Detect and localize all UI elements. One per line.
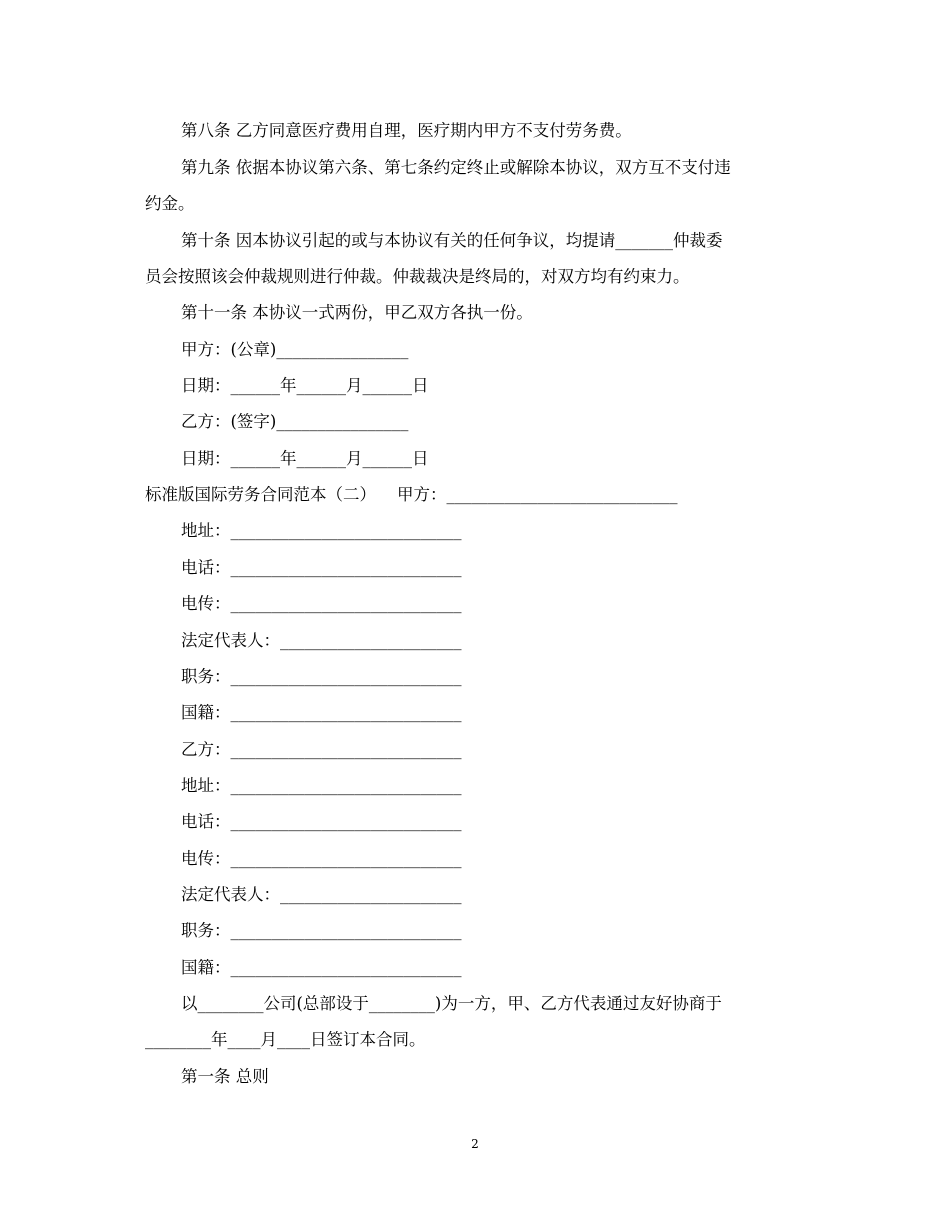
date-line: 日期：______年______月______日 <box>181 449 429 468</box>
form-field-line: 电话：____________________________ <box>181 558 462 577</box>
text-line: 第十一条 本协议一式两份，甲乙双方各执一份。 <box>181 303 533 322</box>
text-line: 员会按照该会仲裁规则进行仲裁。仲裁裁决是终局的，对双方均有约束力。 <box>145 267 690 286</box>
form-field-line: 电传：____________________________ <box>181 849 462 868</box>
signature-line-party-a: 甲方：(公章)________________ <box>181 340 409 359</box>
text-line: 以________公司(总部设于________)为一方，甲、乙方代表通过友好协商于 <box>181 994 722 1013</box>
text-line: 第十条 因本协议引起的或与本协议有关的任何争议，均提请_______仲裁委 <box>181 231 723 250</box>
text-line: ________年____月____日签订本合同。 <box>145 1030 426 1049</box>
form-field-line: 法定代表人：______________________ <box>181 885 462 904</box>
form-field-line: 地址：____________________________ <box>181 776 462 795</box>
form-field-line: 电话：____________________________ <box>181 812 462 831</box>
form-field-line: 职务：____________________________ <box>181 921 462 940</box>
date-line: 日期：______年______月______日 <box>181 376 429 395</box>
form-field-line: 国籍：____________________________ <box>181 958 462 977</box>
text-line: 第九条 依据本协议第六条、第七条约定终止或解除本协议，双方互不支付违 <box>181 158 731 177</box>
page-number: 2 <box>471 1137 479 1151</box>
form-field-line: 法定代表人：______________________ <box>181 631 462 650</box>
contract-heading-line: 标准版国际劳务合同范本（二） 甲方：____________________________ <box>145 485 678 504</box>
form-field-line: 乙方：____________________________ <box>181 740 462 759</box>
form-field-line: 地址：____________________________ <box>181 521 462 540</box>
signature-line-party-b: 乙方：(签字)________________ <box>181 412 409 431</box>
form-field-line: 国籍：____________________________ <box>181 703 462 722</box>
text-line: 第八条 乙方同意医疗费用自理，医疗期内甲方不支付劳务费。 <box>181 121 632 140</box>
form-field-line: 职务：____________________________ <box>181 667 462 686</box>
text-line: 约金。 <box>145 194 195 213</box>
section-heading: 第一条 总则 <box>181 1067 269 1086</box>
form-field-line: 电传：____________________________ <box>181 594 462 613</box>
